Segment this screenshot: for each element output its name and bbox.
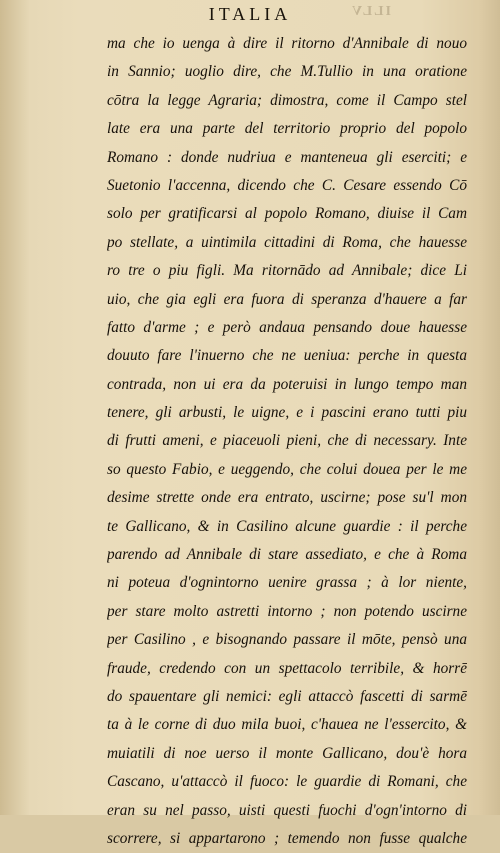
text-line: parendo ad Annibale di stare assediato, e che à Roma (107, 546, 467, 564)
text-line: ta à le corne di duo mila buoi, c'hauea ne l'essercito, & (107, 716, 467, 734)
text-line: fraude, credendo con un spettacolo terribile, & horrē (107, 659, 467, 677)
text-line: per stare molto astretti intorno ; non potendo uscirne (107, 602, 467, 620)
bleed-through-text: ILLV (350, 4, 391, 19)
text-line: ma che io uenga à dire il ritorno d'Annibale di nouo (107, 35, 467, 52)
text-line: cōtra la legge Agraria; dimostra, come il Campo stel (107, 91, 467, 109)
text-line: desime strette onde era entrato, uscirne; pose su'l mon (107, 489, 467, 507)
text-line: scorrere, si appartarono ; temendo non fusse qualche (107, 829, 467, 847)
text-line: do spauentare gli nemici: egli attaccò fascetti di sarmē (107, 687, 467, 705)
text-line: Suetonio l'accenna, dicendo che C. Cesare essendo Cō (107, 176, 467, 194)
text-line: contrada, non ui era da poteruisi in lungo tempo man (107, 375, 467, 393)
text-line: Romano : donde nudriua e manteneua gli eserciti; e (107, 148, 467, 166)
text-line: muiatili di noe uerso il monte Gallicano, dou'è hora (107, 744, 467, 762)
text-line: Cascano, u'attaccò il fuoco: le guardie di Romani, che (107, 773, 467, 791)
text-line: fatto d'arme ; e però andaua pensando doue hauesse (107, 318, 467, 336)
text-line: ro tre o piu figli. Ma ritornādo ad Annibale; dice Li (107, 262, 467, 280)
running-head: ITALIA (208, 4, 292, 24)
text-line: uio, che gia egli era fuora di speranza d'hauere a far (107, 290, 467, 308)
text-line: late era una parte del territorio proprio del popolo (107, 120, 467, 138)
text-line: douuto fare l'inuerno che ne ueniua: perche in questa (107, 347, 467, 365)
text-line: eran su nel passo, uisti questi fuochi d'ogn'intorno di (107, 801, 467, 819)
text-line: po stellate, a uintimila cittadini di Roma, che hauesse (107, 233, 467, 251)
text-line: so questo Fabio, e ueggendo, che colui douea per le me (107, 460, 467, 478)
text-line: tenere, gli arbusti, le uigne, e i pascini erano tutti piu (107, 404, 467, 422)
text-line: di frutti ameni, e piaceuoli pieni, che di necessary. Inte (107, 432, 467, 450)
text-line: ni poteua d'ognintorno uenire grassa ; à lor niente, (107, 574, 467, 592)
text-line: te Gallicano, & in Casilino alcune guardie : il perche (107, 517, 467, 535)
text-line: in Sannio; uoglio dire, che M.Tullio in una oratione (107, 63, 467, 81)
body-text (107, 30, 467, 853)
text-line: solo per gratificarsi al popolo Romano, diuise il Cam (107, 205, 467, 223)
text-line: per Casilino , e bisognando passare il mōte, pensò una (107, 631, 467, 649)
